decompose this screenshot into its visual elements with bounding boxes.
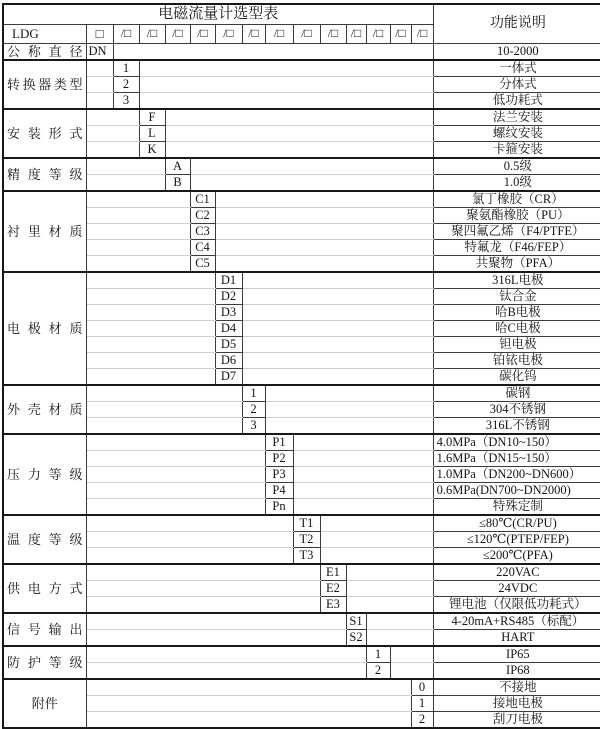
filler-cell — [86, 564, 320, 581]
filler-cell — [242, 288, 433, 304]
filler-cell — [215, 191, 433, 208]
option-desc: 锂电池（仅限低功耗式） — [433, 596, 600, 613]
option-code: D1 — [215, 272, 242, 289]
filler-cell — [86, 158, 165, 175]
filler-cell — [242, 272, 433, 289]
filler-cell — [86, 629, 346, 646]
model-slot-cell: /□ — [390, 24, 411, 43]
group-row — [3, 352, 600, 368]
option-code: D5 — [215, 336, 242, 352]
option-desc: 0.6MPa(DN700~DN2000) — [433, 482, 600, 498]
option-code: T2 — [293, 531, 320, 547]
filler-cell — [242, 304, 433, 320]
option-desc: 螺纹安装 — [433, 125, 600, 141]
option-code: 2 — [242, 401, 265, 417]
option-desc: 4.0MPa（DN10~150） — [433, 434, 600, 451]
group-row — [3, 450, 600, 466]
group-row — [3, 207, 600, 223]
filler-cell — [86, 174, 165, 191]
group-row — [3, 125, 600, 141]
table-title: 电磁流量计选型表 — [3, 4, 433, 24]
filler-cell — [242, 336, 433, 352]
filler-cell — [86, 255, 190, 272]
filler-cell — [86, 679, 411, 696]
filler-cell — [86, 288, 215, 304]
filler-cell — [86, 711, 411, 728]
model-slot-cell: /□ — [293, 24, 320, 43]
model-slot-cell: /□ — [215, 24, 242, 43]
filler-cell — [86, 466, 265, 482]
group-row — [3, 482, 600, 498]
filler-cell — [86, 304, 215, 320]
filler-cell — [139, 92, 433, 109]
option-code: C3 — [190, 223, 215, 239]
group-row — [3, 401, 600, 417]
group-row — [3, 109, 600, 126]
option-desc: 一体式 — [433, 60, 600, 77]
filler-cell — [86, 60, 113, 77]
option-desc: 1.6MPa（DN15~150） — [433, 450, 600, 466]
option-code: C5 — [190, 255, 215, 272]
category-label: 衬里材质 — [3, 191, 86, 272]
diameter-row — [3, 43, 600, 60]
group-row — [3, 679, 600, 696]
filler-cell — [86, 515, 293, 532]
option-desc: 哈C电极 — [433, 320, 600, 336]
option-code: A — [165, 158, 190, 175]
filler-cell — [265, 385, 433, 402]
group-row — [3, 255, 600, 272]
filler-cell — [113, 43, 433, 60]
option-code: D2 — [215, 288, 242, 304]
option-desc: 220VAC — [433, 564, 600, 581]
model-slot-cell: /□ — [139, 24, 165, 43]
option-desc: 4-20mA+RS485（标配） — [433, 613, 600, 630]
filler-cell — [215, 255, 433, 272]
filler-cell — [86, 223, 190, 239]
group-row — [3, 466, 600, 482]
option-desc: 不接地 — [433, 679, 600, 696]
option-code: S1 — [346, 613, 366, 630]
category-label: 电极材质 — [3, 272, 86, 385]
header-row — [3, 4, 600, 24]
filler-cell — [86, 336, 215, 352]
option-desc: 聚氨酯橡胶（PU） — [433, 207, 600, 223]
option-desc: 碳化钨 — [433, 368, 600, 385]
model-slot-cell: /□ — [320, 24, 346, 43]
option-desc: 特氟龙（F46/FEP） — [433, 239, 600, 255]
group-row — [3, 629, 600, 646]
function-column-header: 功能说明 — [433, 4, 600, 43]
filler-cell — [86, 76, 113, 92]
group-row — [3, 711, 600, 728]
group-row — [3, 580, 600, 596]
model-box-cell: □ — [86, 24, 113, 43]
option-code: 3 — [113, 92, 139, 109]
group-row — [3, 272, 600, 289]
filler-cell — [86, 613, 346, 630]
option-desc: 铂铱电极 — [433, 352, 600, 368]
group-row — [3, 60, 600, 77]
category-label: 精度等级 — [3, 158, 86, 191]
group-row — [3, 434, 600, 451]
filler-cell — [86, 320, 215, 336]
option-code: 2 — [411, 711, 433, 728]
group-row — [3, 304, 600, 320]
filler-cell — [86, 695, 411, 711]
option-code: E3 — [320, 596, 346, 613]
filler-cell — [242, 368, 433, 385]
group-row — [3, 662, 600, 679]
group-row — [3, 288, 600, 304]
option-code: E2 — [320, 580, 346, 596]
category-label: 压力等级 — [3, 434, 86, 515]
filler-cell — [86, 498, 265, 515]
filler-cell — [86, 580, 320, 596]
group-row — [3, 191, 600, 208]
option-desc: 1.0MPa（DN200~DN600） — [433, 466, 600, 482]
option-code: T3 — [293, 547, 320, 564]
filler-cell — [165, 125, 433, 141]
group-row — [3, 158, 600, 175]
option-code: 1 — [242, 385, 265, 402]
filler-cell — [366, 629, 433, 646]
option-code: 1 — [366, 646, 390, 663]
option-desc: 法兰安装 — [433, 109, 600, 126]
group-row — [3, 320, 600, 336]
filler-cell — [86, 352, 215, 368]
group-row — [3, 141, 600, 158]
selection-table — [2, 3, 600, 729]
category-label: 附件 — [3, 679, 86, 728]
option-desc: 碳钢 — [433, 385, 600, 402]
option-desc: 304不锈钢 — [433, 401, 600, 417]
model-slot-cell: /□ — [411, 24, 433, 43]
filler-cell — [86, 434, 265, 451]
category-label: 温度等级 — [3, 515, 86, 564]
filler-cell — [190, 158, 433, 175]
filler-cell — [165, 141, 433, 158]
filler-cell — [86, 239, 190, 255]
group-row — [3, 385, 600, 402]
filler-cell — [242, 352, 433, 368]
filler-cell — [86, 125, 139, 141]
option-code: 3 — [242, 417, 265, 434]
option-code: F — [139, 109, 165, 126]
option-code: D4 — [215, 320, 242, 336]
option-desc: ≤80℃(CR/PU) — [433, 515, 600, 532]
option-code: B — [165, 174, 190, 191]
option-code: D6 — [215, 352, 242, 368]
option-code: E1 — [320, 564, 346, 581]
option-desc: 特殊定制 — [433, 498, 600, 515]
option-code: C2 — [190, 207, 215, 223]
option-desc: 0.5级 — [433, 158, 600, 175]
filler-cell — [242, 320, 433, 336]
model-slot-cell: /□ — [165, 24, 190, 43]
filler-cell — [390, 646, 433, 663]
option-desc: ≤120℃(PTEP/FEP) — [433, 531, 600, 547]
group-row — [3, 646, 600, 663]
option-desc: 24VDC — [433, 580, 600, 596]
group-row — [3, 531, 600, 547]
filler-cell — [165, 109, 433, 126]
filler-cell — [86, 92, 113, 109]
filler-cell — [86, 272, 215, 289]
option-desc: 1.0级 — [433, 174, 600, 191]
model-slot-cell: /□ — [346, 24, 366, 43]
group-row — [3, 515, 600, 532]
option-code: C4 — [190, 239, 215, 255]
filler-cell — [86, 207, 190, 223]
filler-cell — [265, 401, 433, 417]
group-row — [3, 498, 600, 515]
option-code: K — [139, 141, 165, 158]
filler-cell — [293, 434, 433, 451]
group-row — [3, 695, 600, 711]
model-slot-cell: /□ — [242, 24, 265, 43]
group-row — [3, 239, 600, 255]
option-code: 0 — [411, 679, 433, 696]
option-desc: 氯丁橡胶（CR） — [433, 191, 600, 208]
category-label: 转换器类型 — [3, 60, 86, 109]
filler-cell — [190, 174, 433, 191]
filler-cell — [86, 646, 366, 663]
option-desc: 10-2000 — [433, 43, 600, 60]
option-code: Pn — [265, 498, 293, 515]
group-row — [3, 368, 600, 385]
filler-cell — [320, 515, 433, 532]
filler-cell — [86, 417, 242, 434]
filler-cell — [139, 76, 433, 92]
filler-cell — [215, 207, 433, 223]
option-code: D7 — [215, 368, 242, 385]
category-label: 安装形式 — [3, 109, 86, 158]
filler-cell — [293, 498, 433, 515]
filler-cell — [86, 547, 293, 564]
filler-cell — [346, 564, 433, 581]
group-row — [3, 336, 600, 352]
option-code: P4 — [265, 482, 293, 498]
option-desc: 钽电极 — [433, 336, 600, 352]
filler-cell — [86, 385, 242, 402]
option-desc: 卡箍安装 — [433, 141, 600, 158]
option-code: P2 — [265, 450, 293, 466]
group-row — [3, 223, 600, 239]
filler-cell — [293, 482, 433, 498]
filler-cell — [265, 417, 433, 434]
filler-cell — [86, 531, 293, 547]
filler-cell — [390, 662, 433, 679]
option-code: D3 — [215, 304, 242, 320]
filler-cell — [366, 613, 433, 630]
option-code: 2 — [366, 662, 390, 679]
model-slot-cell: /□ — [190, 24, 215, 43]
category-label: 外壳材质 — [3, 385, 86, 434]
option-code: S2 — [346, 629, 366, 646]
filler-cell — [86, 450, 265, 466]
option-desc: 钛合金 — [433, 288, 600, 304]
group-row — [3, 417, 600, 434]
group-row — [3, 596, 600, 613]
option-desc: IP65 — [433, 646, 600, 663]
option-code: C1 — [190, 191, 215, 208]
filler-cell — [320, 531, 433, 547]
filler-cell — [86, 662, 366, 679]
option-code: 1 — [411, 695, 433, 711]
option-desc: 分体式 — [433, 76, 600, 92]
category-label: 供电方式 — [3, 564, 86, 613]
group-row — [3, 564, 600, 581]
group-row — [3, 547, 600, 564]
filler-cell — [86, 141, 139, 158]
option-desc: 共聚物（PFA） — [433, 255, 600, 272]
option-desc: 316L电极 — [433, 272, 600, 289]
filler-cell — [86, 401, 242, 417]
category-label: 防护等级 — [3, 646, 86, 679]
option-desc: IP68 — [433, 662, 600, 679]
option-code: P3 — [265, 466, 293, 482]
option-desc: 哈B电极 — [433, 304, 600, 320]
category-label: 信号输出 — [3, 613, 86, 646]
option-code: P1 — [265, 434, 293, 451]
option-desc: 低功耗式 — [433, 92, 600, 109]
option-code: L — [139, 125, 165, 141]
filler-cell — [86, 482, 265, 498]
model-prefix: LDG — [3, 24, 86, 43]
option-desc: 316L不锈钢 — [433, 417, 600, 434]
filler-cell — [346, 596, 433, 613]
filler-cell — [86, 191, 190, 208]
category-label: 公称直径 — [3, 43, 86, 60]
option-desc: 刮刀电极 — [433, 711, 600, 728]
group-row — [3, 92, 600, 109]
filler-cell — [86, 596, 320, 613]
group-row — [3, 613, 600, 630]
model-slot-cell: /□ — [265, 24, 293, 43]
filler-cell — [86, 109, 139, 126]
option-desc: 聚四氟乙烯（F4/PTFE） — [433, 223, 600, 239]
filler-cell — [320, 547, 433, 564]
filler-cell — [86, 368, 215, 385]
filler-cell — [293, 466, 433, 482]
filler-cell — [215, 239, 433, 255]
model-slot-cell: /□ — [366, 24, 390, 43]
option-desc: 接地电极 — [433, 695, 600, 711]
model-slot-cell: /□ — [113, 24, 139, 43]
group-row — [3, 174, 600, 191]
option-code: 2 — [113, 76, 139, 92]
filler-cell — [139, 60, 433, 77]
option-code: T1 — [293, 515, 320, 532]
filler-cell — [293, 450, 433, 466]
option-desc: HART — [433, 629, 600, 646]
option-code: 1 — [113, 60, 139, 77]
option-desc: ≤200℃(PFA) — [433, 547, 600, 564]
filler-cell — [346, 580, 433, 596]
diameter-code: DN — [86, 43, 113, 60]
group-row — [3, 76, 600, 92]
filler-cell — [215, 223, 433, 239]
